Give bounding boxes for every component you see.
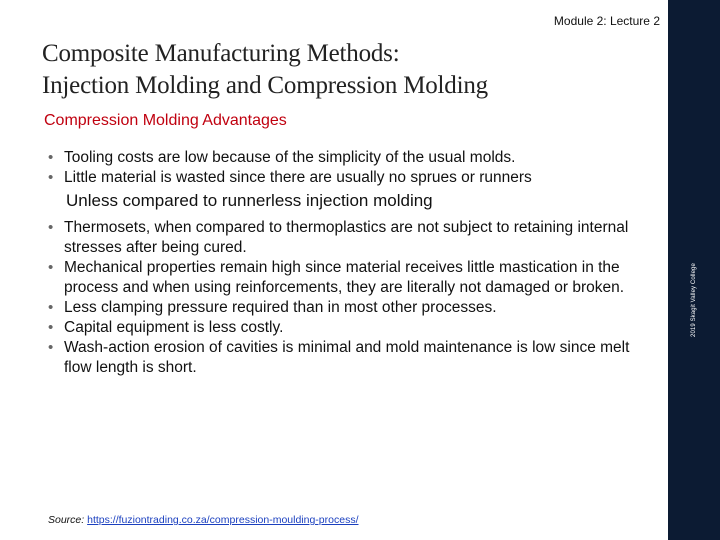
bullet-text: Capital equipment is less costly. <box>64 319 284 336</box>
section-subtitle: Compression Molding Advantages <box>44 112 287 129</box>
bullet-item <box>48 148 648 168</box>
source-link[interactable]: https://fuziontrading.co.za/compression-moulding-process/ <box>87 514 359 526</box>
sub-bullet-text: Unless compared to runnerless injection molding <box>66 191 433 210</box>
source-citation <box>48 514 359 526</box>
bullet-icon: • <box>48 149 54 166</box>
sub-bullet-item <box>48 188 648 214</box>
bullet-text: Thermosets, when compared to thermoplastics are not subject to retaining internal stresses after being cured. <box>64 219 629 256</box>
copyright-text: 2019 Skagit Valley College <box>691 263 697 337</box>
bullet-icon: • <box>48 339 54 356</box>
bullet-text: Tooling costs are low because of the simplicity of the usual molds. <box>64 149 516 166</box>
page-title <box>42 38 488 102</box>
bullet-text: Mechanical properties remain high since material receives little mastication in the process and when using reinforcements, they are literally not damaged or broken. <box>64 259 625 296</box>
bullet-item <box>48 168 648 188</box>
bullet-text: Little material is wasted since there are usually no sprues or runners <box>64 169 532 186</box>
bullet-item <box>48 338 648 378</box>
bullet-item <box>48 218 648 258</box>
bullet-icon: • <box>48 259 54 276</box>
side-bar <box>668 0 720 540</box>
title-line-1: Composite Manufacturing Methods: <box>42 40 400 67</box>
module-label: Module 2: Lecture 2 <box>553 14 660 28</box>
bullet-item <box>48 258 648 298</box>
source-prefix: Source: <box>48 514 85 526</box>
bullet-item <box>48 318 648 338</box>
bullet-text: Less clamping pressure required than in most other processes. <box>64 299 497 316</box>
bullet-item <box>48 298 648 318</box>
bullet-list <box>48 148 648 378</box>
bullet-icon: • <box>48 299 54 316</box>
title-line-2: Injection Molding and Compression Molding <box>42 72 488 99</box>
bullet-icon: • <box>48 219 54 236</box>
bullet-text: Wash-action erosion of cavities is minimal and mold maintenance is low since melt flow length is short. <box>64 339 630 376</box>
bullet-icon: • <box>48 319 54 336</box>
bullet-icon: • <box>48 169 54 186</box>
